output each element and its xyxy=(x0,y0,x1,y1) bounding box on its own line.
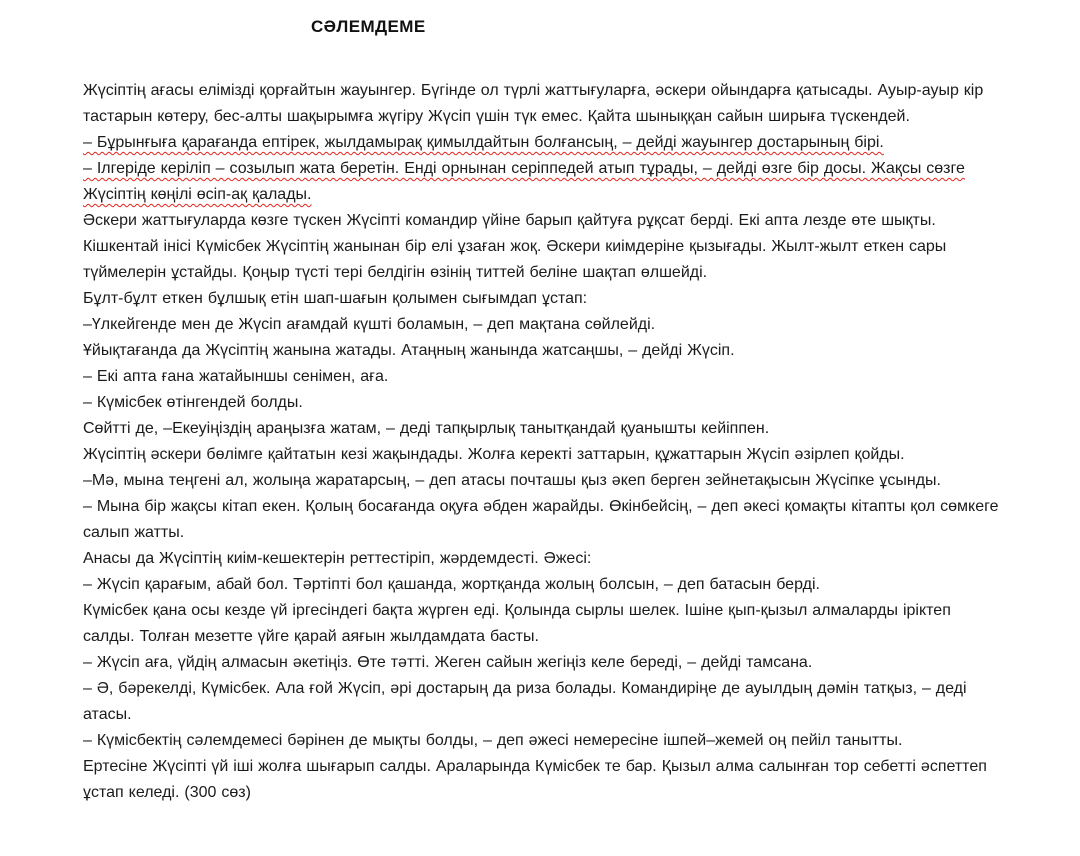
paragraph: – Жүсіп аға, үйдің алмасын әкетіңіз. Өте тәтті. Жеген сайын жегіңіз келе береді, – дейді тамсана. xyxy=(83,654,813,671)
paragraph: –Үлкейгенде мен де Жүсіп ағамдай күшті боламын, – деп мақтана сөйлейді. xyxy=(83,316,656,333)
paragraph: – Бұрынғыға қарағанда ептірек, жылдамырақ қимылдайтын болғансың, – дейді жауынгер достарының бірі. xyxy=(83,134,884,151)
paragraph: Ертесіне Жүсіпті үй іші жолға шығарып салды. Араларында Күмісбек те бар. Қызыл алма салынған тор себетті әспеттеп ұстап келеді. (300 сөз) xyxy=(83,758,987,801)
paragraph: – Жүсіп қарағым, абай бол. Тәртіпті бол қашанда, жортқанда жолың болсын, – деп батасын берді. xyxy=(83,576,820,593)
paragraph: Сөйтті де, –Екеуіңіздің араңызға жатам, – деді тапқырлық танытқандай қуанышты кейіппен. xyxy=(83,420,770,437)
paragraph: Бұлт-бұлт еткен бұлшық етін шап-шағын қолымен сығымдап ұстап: xyxy=(83,290,588,307)
paragraph: Жүсіптің әскери бөлімге қайтатын кезі жақындады. Жолға керекті заттарын, құжаттарын Жүсіп әзірлеп қойды. xyxy=(83,446,905,463)
page-title: СӘЛЕМДЕМЕ xyxy=(311,17,426,36)
paragraph: Ұйықтағанда да Жүсіптің жанына жатады. Атаңның жанында жатсаңшы, – дейді Жүсіп. xyxy=(83,342,735,359)
paragraph: Күмісбек қана осы кезде үй іргесіндегі бақта жүрген еді. Қолында сырлы шелек. Ішіне қып-қызыл алмаларды іріктеп салды. Толған мезетте үйге қарай аяғын жылдамдата басты. xyxy=(83,602,951,645)
paragraph: – Мына бір жақсы кітап екен. Қолың босағанда оқуға әбден жарайды. Өкінбейсің, – деп әкесі қомақты кітапты қол сөмкеге салып жатты. xyxy=(83,498,999,541)
paragraph: – Ілгеріде керіліп – созылып жата беретін. Енді орнынан серіппедей атып тұрады, – дейді өзге бір досы. Жақсы сөзге Жүсіптің көңілі өсіп-ақ қалады. xyxy=(83,160,965,203)
paragraph: Жүсіптің ағасы елімізді қорғайтын жауынгер. Бүгінде ол түрлі жаттығуларға, әскери ойындарға қатысады. Ауыр-ауыр кір тастарын көтеру, бес-алты шақырымға жүгіру Жүсіп үшін түк емес. Қайта шыныққан сайын ширыға түскендей. xyxy=(83,82,984,125)
paragraph: – Күмісбек өтінгендей болды. xyxy=(83,394,303,411)
paragraph: Әскери жаттығуларда көзге түскен Жүсіпті командир үйіне барып қайтуға рұқсат берді. Екі апта лезде өте шықты. Кішкентай інісі Күмісбек Жүсіптің жанынан бір елі ұзаған жоқ. Әскери киімдеріне қызығады. Жылт-жылт еткен сары түймелерін ұстайды. Қоңыр түсті тері белдігін өзінің титтей беліне шақтап өлшейді. xyxy=(83,212,947,281)
paragraph: –Мә, мына теңгені ал, жолыңа жаратарсың, – деп атасы почташы қыз әкеп берген зейнетақысын Жүсіпке ұсынды. xyxy=(83,472,941,489)
paragraph: Анасы да Жүсіптің киім-кешектерін реттестіріп, жәрдемдесті. Әжесі: xyxy=(83,550,592,567)
document-body xyxy=(83,78,1002,806)
paragraph: – Ә, бәрекелді, Күмісбек. Ала ғой Жүсіп, әрі достарың да риза болады. Командиріңе де ауылдың дәмін татқыз, – деді атасы. xyxy=(83,680,967,723)
paragraph: – Күмісбектің сәлемдемесі бәрінен де мықты болды, – деп әжесі немересіне ішпей–жемей оң пейіл танытты. xyxy=(83,732,903,749)
paragraph: – Екі апта ғана жатайыншы сенімен, аға. xyxy=(83,368,389,385)
